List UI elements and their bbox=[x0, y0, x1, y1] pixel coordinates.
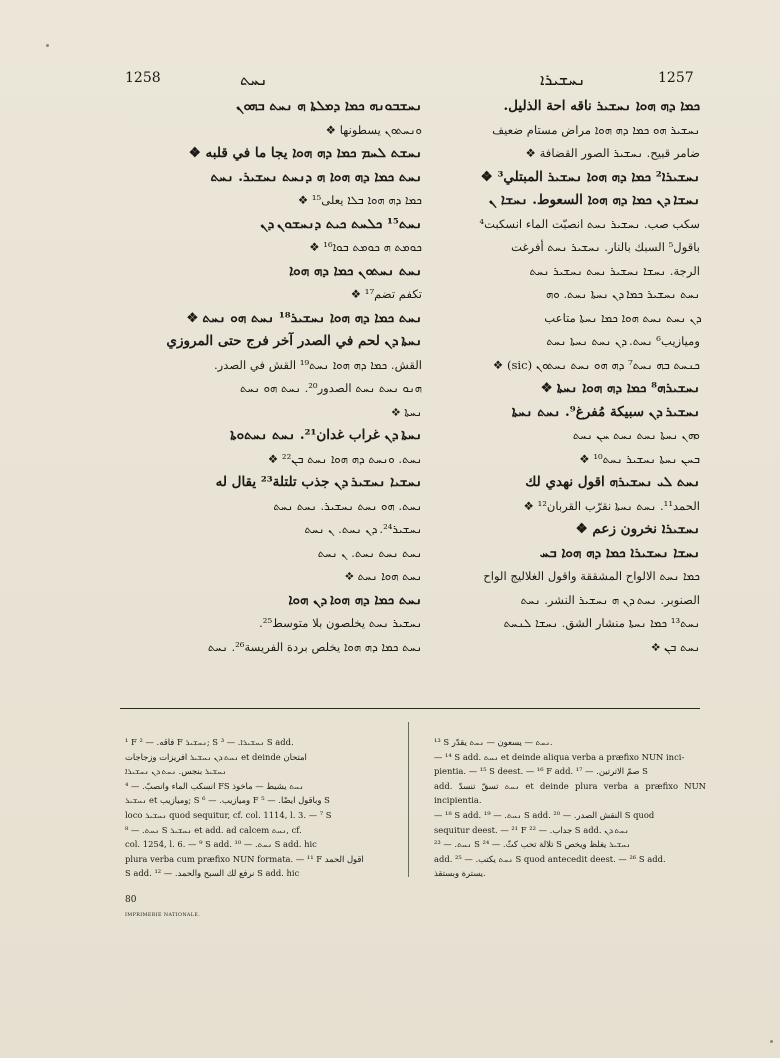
paper-speck bbox=[46, 44, 49, 47]
text-line: — ¹⁸ S add. ܢܚܬ. — ¹⁹ S add. النقش الصدر. — ²⁰ S quod bbox=[434, 809, 655, 820]
text-line: انسكب الماء وانصبّ. — ⁴ FS ܢܚܬ يشيط — ماخوذ bbox=[125, 780, 304, 791]
text-line: loco ܢܚܫܝܪ quod sequitur, cf. col. 1114, l. 3. — ⁷ S bbox=[125, 809, 332, 820]
text-line: ܢܚܬ. — ²³ S تلالة تحب كثّ. — ²⁴ S ܢܚܫܝܪ يغلظ ويخص bbox=[434, 839, 631, 850]
text-line: ܢܚܫܝܪ ܢܚܬ يخلصون بلا متوسط²⁵. bbox=[259, 616, 422, 630]
text-line: ܒܚܢ ܢܚܬܐ ܢܚܫܝܪ ܢܚܬ¹⁰ ❖ bbox=[579, 451, 700, 466]
text-line: ܢܚܫܬ ܠܚܡ ܟܡܐ ܕܗ ܗܘܐ يجا ما في قلبه ❖ bbox=[188, 145, 422, 161]
text-line: ܘܢܚܬܘܢ يسطونها ❖ bbox=[325, 122, 422, 137]
text-line: ܢܚܬ ܟܡܐ ܕܗ ܗܘܐ ܢܚܫܝܪ¹⁸ ܢܚܬ ܗܘ ܢܚܬ ❖ bbox=[187, 309, 422, 326]
text-line: وميازيب⁶ ܢܚܬ. ܕܢ ܢܚܬ ܢܚܬܐ ܢܚܬ bbox=[546, 334, 700, 348]
text-line: ܢܚܫܝܪ et وميازيب; S وميازيب. — ⁶ F وباقول ايضًا. — ⁵ S bbox=[125, 795, 330, 806]
left-page-number: 1258 bbox=[125, 70, 161, 86]
text-line: ܢܚܬ ܟܡܐ ܕܗ ܗܘܐ ܗ ܕܢܚܬ ܢܚܫܝܪ. ܢܚܬ bbox=[210, 168, 422, 185]
footnote-column-divider bbox=[408, 722, 409, 877]
footnotes-right bbox=[434, 735, 706, 881]
text-line: S add. نرفع لك السبح والحمد. — ¹² S add. hic bbox=[125, 868, 300, 879]
text-line: ضامر قبيح. ܢܚܫܝܪ الصور القضافة ❖ bbox=[525, 146, 700, 160]
text-line: ܢܚܬ ܕܢ ܢܚܫܝܪ افريزات وزجاجات et deinde امتحان bbox=[125, 751, 307, 762]
text-line: ܢܚܬܐ ܕܢ لحم في الصدر آخر فرج حتى المروزي bbox=[166, 333, 422, 349]
text-line: ܢܚܬ ܟܡܐ ܕܗ ܗܘܐ ܕܢ ܗܘܐ bbox=[288, 591, 422, 608]
text-line: ܢܚܫܝܪܗ⁸ ܟܡܐ ܕܗ ܗܘܐ ܢܚܬܐ ❖ bbox=[541, 380, 700, 396]
text-line: ܟܡܐ ܕܗ ܗܘܐ ܢܚܫܝܪ ناقه احة الذليل. bbox=[503, 98, 700, 114]
text-line: ܗܢܘ ܢܚܬ ܢܚܬ الصدور²⁰. ܢܚܬ ܗܘ ܢܚܬ bbox=[240, 381, 422, 395]
right-text-column bbox=[400, 95, 700, 659]
text-line: col. 1254, l. 6. — ⁹ S add. ܢܚܬ. — ¹⁰ S add. hic bbox=[125, 839, 317, 850]
text-line: plura verba cum præfixo NUN formata. — ¹¹ F اقول الحمد bbox=[125, 853, 364, 864]
paper-speck bbox=[770, 1040, 773, 1043]
left-text-column bbox=[122, 95, 422, 659]
text-line: ܢܚܬ. — ⁸ S ܢܚܫܝܪ et add. ad calcem ܢܚܬ, cf. bbox=[125, 824, 302, 835]
text-line: ܢܚܬ ܢܚܫܝܪ ܟܡܐ ܕܢ ܢܚܬܐ ܢܚܬ. ܘܗ bbox=[546, 287, 700, 301]
text-line: سكب صب. ܢܚܫܝܪ ܢܚܬ انصبّت الماء انسكبت⁴ bbox=[479, 216, 700, 231]
text-line: ܢܚܬܐ ܕܢ غراب غدان²¹. ܢܚܬ ܢܚܬܘܬܐ bbox=[230, 427, 422, 443]
text-line: ܢܚܬ. ܗܘ ܢܚܬ ܢܚܫܝܪ. ܢܚܬ ܢܚܬ bbox=[273, 498, 422, 513]
text-line: تكفم تضم¹⁷ ❖ bbox=[350, 287, 422, 301]
printer-imprint: IMPRIMERIE NATIONALE. bbox=[125, 913, 201, 918]
text-line: ܟܡܐ ܕܗ ܗܘܐ ܒܠܐ يعلى¹⁵ ❖ bbox=[297, 193, 422, 207]
text-line: ܢܚܫܝܪܐ² ܟܡܐ ܕܗ ܗܘܐ ܢܚܫܝܪ المبتلي³ ❖ bbox=[480, 168, 700, 185]
text-line: ܢܚܬ ܗܘܐ ܢܚܬ ❖ bbox=[344, 569, 422, 583]
text-line: — ¹⁴ S add. ܢܚܬ et deinde aliqua verba a præfixo NUN inci- bbox=[434, 751, 685, 762]
text-line: ܢܚܬ¹⁵ ܟܠܚܬ ܟܝܬ ܕܢܚܫܘܢ ܕܢ bbox=[260, 215, 422, 232]
text-line: ܢܚܫܝܪ بنجس. ܢܚܬ ܕܢ ܢܚܫܝܪܐ bbox=[125, 766, 227, 777]
text-line: ¹ F فاقه. — ² F ܢܚܫܝܪ; S ܢܚܫܝܪܐ. — ³ S add. bbox=[125, 737, 294, 747]
text-line: sequitur deest. — ²¹ F جداب. — ²² S add. ܢܚܬ ܕܢ bbox=[434, 824, 629, 835]
text-line: ܢܚܫܐ ܢܚܫܝܪܐ ܟܡܐ ܕܗ ܗܘܐ ܒܚ bbox=[539, 544, 700, 561]
signature-mark: 80 bbox=[125, 895, 137, 905]
text-line: ¹³ S ܢܚܬ — يسعون — ܢܚܬ يقدّر. bbox=[434, 737, 553, 747]
text-line: ܢܚܫܝܪܐ نخرون زعم ❖ bbox=[575, 521, 700, 537]
text-line: ܢܚܬ ܢܚܬܘܢ ܟܡܐ ܕܗ ܗܘܐ bbox=[289, 262, 422, 279]
text-line: ܢܚܫܝܪ ܗܘ ܟܡܐ ܕܗ ܗܘܐ مراض مستام ضعيف bbox=[492, 122, 700, 137]
text-line: ܢܚܬ¹³ ܟܡܐ ܢܚܬܐ منشار الشق. ܢܚܫܐ ܠܢܚܬ bbox=[503, 616, 700, 630]
text-line: ܟܡܐ ܢܚܬ الالواح المشققة واقول الغلاليج الواح bbox=[483, 569, 700, 583]
text-line: ܕܢ ܢܚܬ ܢܚܬ ܗܘܐ ܟܡܐ ܢܚܬܐ متاعب bbox=[544, 310, 700, 325]
text-line: ܘܗܢ ܢܚܬܐ ܢܚܬ ܢܚܬ ܚܢ ܢܚܬ bbox=[572, 428, 700, 442]
text-line: pientia. — ¹⁵ S deest. — ¹⁶ F add. صمّ الاترتين. — ¹⁷ S bbox=[434, 766, 648, 777]
footnotes-left bbox=[125, 735, 397, 881]
text-line: يسترة وبستقذ. bbox=[434, 868, 486, 879]
text-line: ܢܚܬܐ ❖ bbox=[391, 404, 422, 419]
text-line: الرجة. ܢܚܫܐ ܢܚܫܝܪ ܢܚܬ ܢܚܫܝܪ ܢܚܬ bbox=[529, 263, 700, 278]
left-running-title: ܢܚܬ bbox=[240, 70, 268, 89]
right-page-number: 1257 bbox=[658, 70, 694, 86]
text-line: باقول⁵ السبك بالنار. ܢܚܫܝܪ ܢܚܬ أفرغت bbox=[511, 240, 700, 254]
text-line: add. ܢܚܬ تسقّ تنسدّ et deinde plura verba a præfixo NUN incipientia. bbox=[434, 780, 706, 806]
text-line: ܢܚܫܝܐ ܢܚܫܝܪ ܕܢ جذب تلتلة²³ يقال له bbox=[215, 474, 422, 490]
text-line: القش. ܟܡܐ ܕܗ ܗܘܐ ܢܚܬ¹⁹ القش في الصدر. bbox=[213, 357, 422, 372]
text-line: ܢܚܬ ܒܢ ❖ bbox=[651, 639, 700, 654]
text-line: add. ܢܚܬ يكتب. — ²⁵ S quod antecedit deest. — ²⁶ S add. bbox=[434, 853, 666, 864]
text-line: ܢܚܬ ܠܝ ܢܚܫܝܪܗ اقول نهدي لك bbox=[525, 474, 700, 490]
text-line: ܟܢܚܬ ܒܗ ܢܚܬ⁷ ܕܗ ܗܘ ܢܚܬ ܢܚܬܘܢ (sic) ❖ bbox=[492, 357, 700, 372]
text-line: ܢܚܬ ܟܡܐ ܕܗ ܗܘܐ يخلص بردة الفريسة²⁶. ܢܚܬ bbox=[207, 639, 422, 654]
text-line: ܢܚܫܝܪ ܕܢ سبيكة مُفرغ⁹. ܢܚܬ ܢܚܬܐ bbox=[511, 403, 700, 420]
text-line: ܢܚܫܒܘܢܗ ܟܡܐ ܕܡܠܬܐ ܗ ܢܚܬ ܒܗܘܢ bbox=[236, 98, 422, 114]
text-line: ܢܚܬ ܢܚܬ ܢܚܬ. ܢ ܢܚܬ bbox=[317, 545, 422, 560]
text-line: ܢܚܫܐ ܕܢ ܟܡܐ ܕܗ ܗܘܐ السعوط. ܢܚܫܐ ܢ bbox=[488, 192, 700, 208]
right-running-title: ܢܚܫܝܪܐ bbox=[540, 70, 586, 89]
footnote-divider bbox=[120, 708, 700, 709]
text-line: الصنوبر. ܢܚܬ ܕܢ ܗ ܢܚܫܝܪ النشر. ܢܚܬ bbox=[520, 592, 700, 607]
text-line: ܟܘܡܬ ܗ ܟܘܡܬ ܒܘܐ¹⁶ ❖ bbox=[309, 240, 422, 254]
text-line: ܢܚܫܝܪ²⁴. ܕܢ ܢܚܬ. ܢ ܢܚܬ bbox=[304, 522, 422, 536]
text-line: ܢܚܬ. ܘܢܚܬ ܕܗ ܗܘܐ ܢܚܬ ܒܢ²² ❖ bbox=[267, 451, 422, 466]
text-line: الحمد¹¹. ܢܚܬ ܢܚܬܐ نقرّب القربان¹² ❖ bbox=[523, 498, 700, 513]
